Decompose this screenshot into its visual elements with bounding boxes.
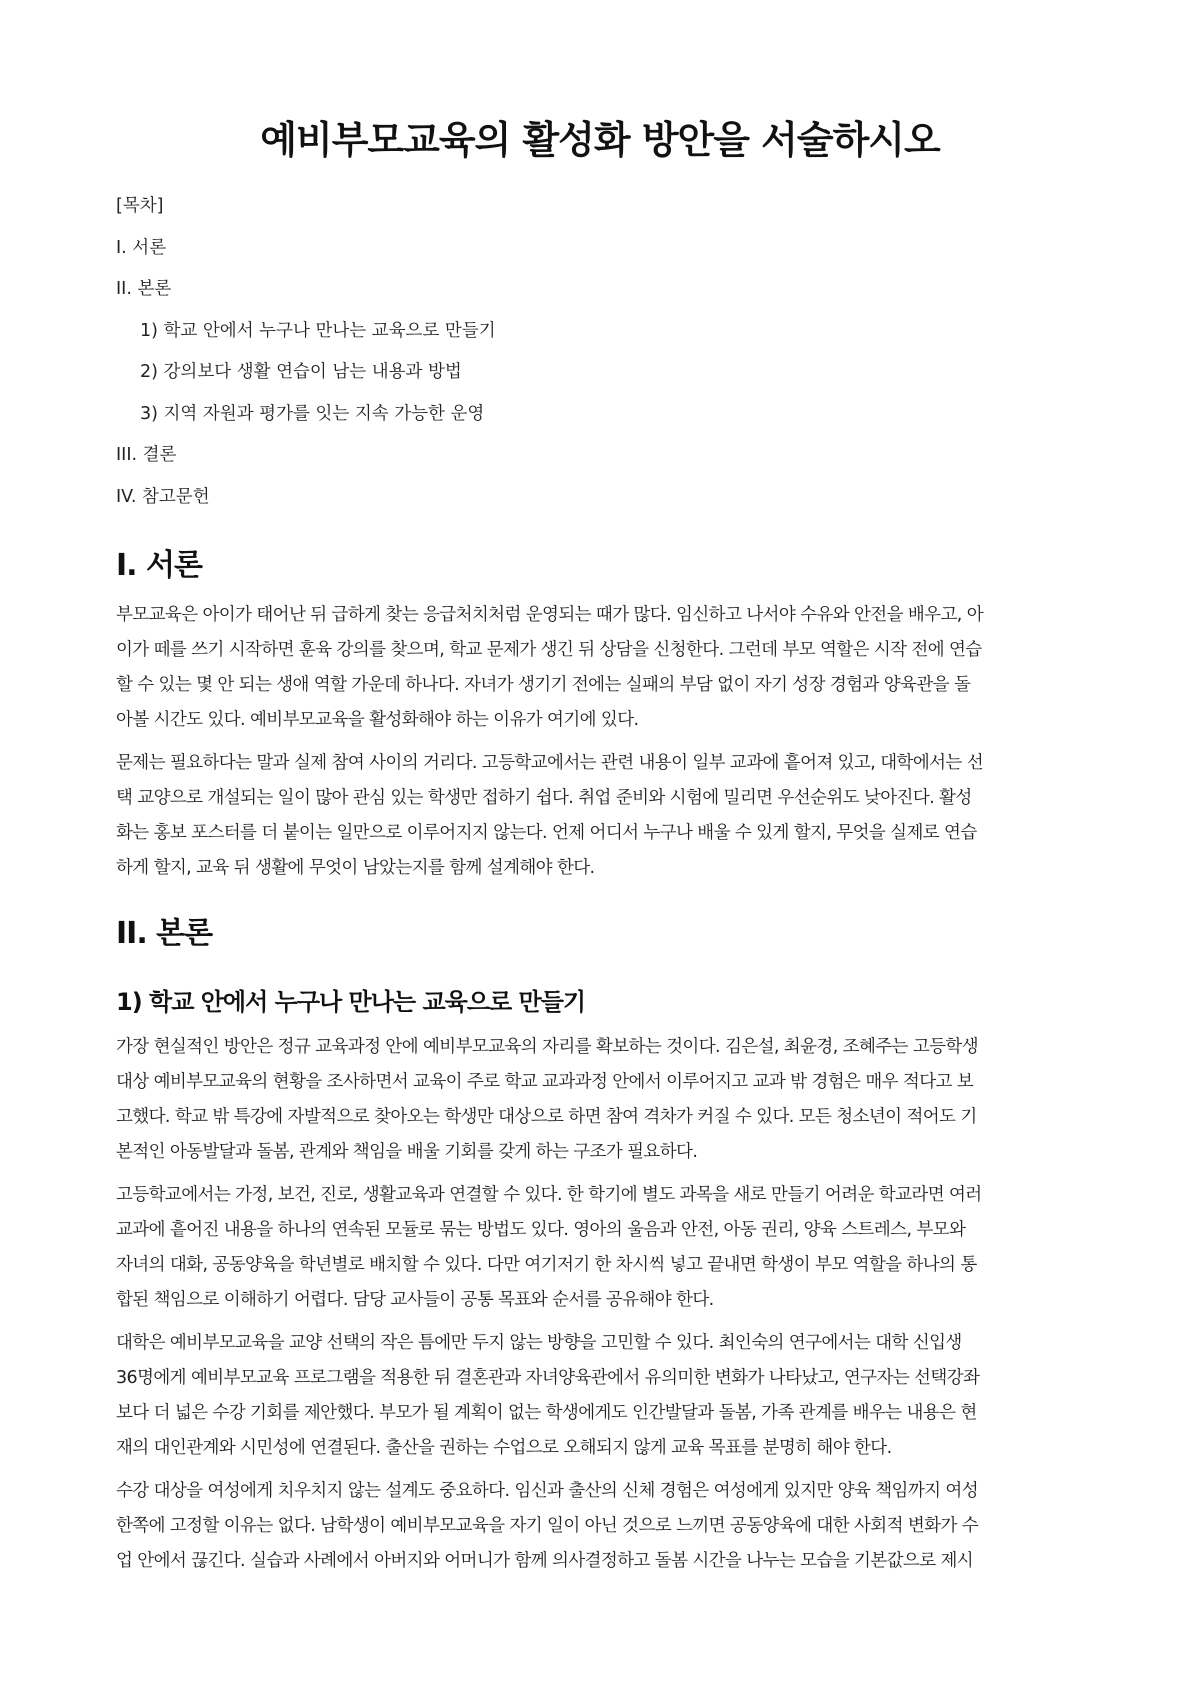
paragraph-line: 고등학교에서는 가정, 보건, 진로, 생활교육과 연결할 수 있다. 한 학기에 별도 과목을 새로 만들기 어려운 학교라면 여러 [116, 1185, 982, 1205]
paragraph-line: 업 안에서 끊긴다. 실습과 사례에서 아버지와 어머니가 함께 의사결정하고 돌봄 시간을 나누는 모습을 기본값으로 제시 [116, 1551, 974, 1571]
paragraph-line: 택 교양으로 개설되는 일이 많아 관심 있는 학생만 접하기 쉽다. 취업 준비와 시험에 밀리면 우선순위도 낮아진다. 활성 [116, 788, 972, 808]
toc-item: III. 결론 [116, 445, 177, 465]
subsection-1-body [116, 1030, 1084, 1579]
toc-item: I. 서론 [116, 237, 167, 258]
paragraph-line: 보다 더 넓은 수강 기회를 제안했다. 부모가 될 계획이 없는 학생에게도 인간발달과 돌봄, 가족 관계를 배우는 내용은 현 [116, 1403, 977, 1423]
paragraph [116, 1326, 1084, 1466]
subsection-heading-1: 1) 학교 안에서 누구나 만나는 교육으로 만들기 [116, 988, 586, 1016]
paragraph [116, 1030, 1084, 1170]
paragraph-line: 자녀의 대화, 공동양육을 학년별로 배치할 수 있다. 다만 여기저기 한 차시씩 넣고 끝내면 학생이 부모 역할을 하나의 통 [116, 1255, 977, 1275]
toc-item: IV. 참고문헌 [116, 486, 210, 507]
paragraph-line: 한쪽에 고정할 이유는 없다. 남학생이 예비부모교육을 자기 일이 아닌 것으로 느끼면 공동양육에 대한 사회적 변화가 수 [116, 1516, 979, 1536]
toc-list [116, 228, 1084, 519]
section-heading-body: II. 본론 [116, 916, 213, 951]
paragraph [116, 746, 1084, 886]
paragraph [116, 1474, 1084, 1579]
paragraph-line: 대상 예비부모교육의 현황을 조사하면서 교육이 주로 학교 교과과정 안에서 이루어지고 교과 밖 경험은 매우 적다고 보 [116, 1072, 974, 1092]
paragraph-line: 문제는 필요하다는 말과 실제 참여 사이의 거리다. 고등학교에서는 관련 내용이 일부 교과에 흩어져 있고, 대학에서는 선 [116, 753, 984, 773]
paragraph-line: 재의 대인관계와 시민성에 연결된다. 출산을 권하는 수업으로 오해되지 않게 교육 목표를 분명히 해야 한다. [116, 1438, 892, 1458]
paragraph-line: 고했다. 학교 밖 특강에 자발적으로 찾아오는 학생만 대상으로 하면 참여 격차가 커질 수 있다. 모든 청소년이 적어도 기 [116, 1107, 977, 1127]
paragraph-line: 36명에게 예비부모교육 프로그램을 적용한 뒤 결혼관과 자녀양육관에서 유의미한 변화가 나타났고, 연구자는 선택강좌 [116, 1368, 980, 1388]
paragraph-line: 아볼 시간도 있다. 예비부모교육을 활성화해야 하는 이유가 여기에 있다. [116, 710, 639, 730]
toc-item: 2) 강의보다 생활 연습이 남는 내용과 방법 [140, 362, 462, 382]
toc-item: 3) 지역 자원과 평가를 잇는 지속 가능한 운영 [140, 403, 485, 424]
paragraph-line: 합된 책임으로 이해하기 어렵다. 담당 교사들이 공통 목표와 순서를 공유해야 한다. [116, 1290, 714, 1310]
toc-item: II. 본론 [116, 279, 172, 299]
paragraph [116, 598, 1084, 738]
paragraph-line: 가장 현실적인 방안은 정규 교육과정 안에 예비부모교육의 자리를 확보하는 것이다. 김은설, 최윤경, 조혜주는 고등학생 [116, 1037, 979, 1057]
paragraph-line: 할 수 있는 몇 안 되는 생애 역할 가운데 하나다. 자녀가 생기기 전에는 실패의 부담 없이 자기 성장 경험과 양육관을 돌 [116, 675, 971, 695]
paragraph-line: 교과에 흩어진 내용을 하나의 연속된 모듈로 묶는 방법도 있다. 영아의 울음과 안전, 아동 권리, 양육 스트레스, 부모와 [116, 1220, 966, 1240]
document-title: 예비부모교육의 활성화 방안을 서술하시오 [260, 118, 940, 162]
paragraph-line: 수강 대상을 여성에게 치우치지 않는 설계도 중요하다. 임신과 출산의 신체 경험은 여성에게 있지만 양육 책임까지 여성 [116, 1481, 979, 1501]
paragraph-line: 하게 할지, 교육 뒤 생활에 무엇이 남았는지를 함께 설계해야 한다. [116, 858, 595, 878]
paragraph-line: 이가 떼를 쓰기 시작하면 훈육 강의를 찾으며, 학교 문제가 생긴 뒤 상담을 신청한다. 그런데 부모 역할은 시작 전에 연습 [116, 640, 982, 660]
toc-item: 1) 학교 안에서 누구나 만나는 교육으로 만들기 [140, 320, 496, 341]
paragraph-line: 대학은 예비부모교육을 교양 선택의 작은 틈에만 두지 않는 방향을 고민할 수 있다. 최인숙의 연구에서는 대학 신입생 [116, 1333, 962, 1353]
paragraph [116, 1178, 1084, 1318]
paragraph-line: 화는 홍보 포스터를 더 붙이는 일만으로 이루어지지 않는다. 언제 어디서 누구나 배울 수 있게 할지, 무엇을 실제로 연습 [116, 823, 977, 843]
intro-body [116, 598, 1084, 886]
paragraph-line: 본적인 아동발달과 돌봄, 관계와 책임을 배울 기회를 갖게 하는 구조가 필요하다. [116, 1142, 698, 1162]
section-heading-intro: I. 서론 [116, 548, 202, 583]
paragraph-line: 부모교육은 아이가 태어난 뒤 급하게 찾는 응급처치처럼 운영되는 때가 많다. 임신하고 나서야 수유와 안전을 배우고, 아 [116, 605, 984, 625]
toc-heading: [목차] [116, 196, 164, 216]
table-of-contents [116, 186, 1084, 518]
